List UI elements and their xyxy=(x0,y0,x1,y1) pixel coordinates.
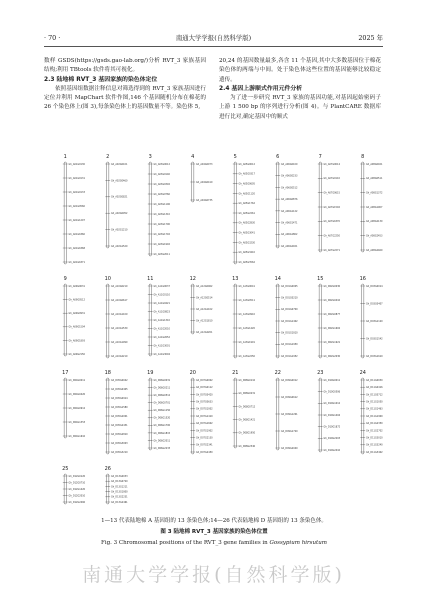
gene-label: Gh_D04G1610 xyxy=(68,434,86,438)
chromosome-number: 18 xyxy=(104,370,111,376)
gene-label: Gh_D06G0031 xyxy=(153,378,171,382)
gene-label: Gh_A11G2010 xyxy=(153,327,170,331)
gene-label: Gh_A13G0041 xyxy=(238,284,255,288)
gene-label: Gh_A03G1702 xyxy=(153,232,170,236)
gene-label: Gh_D01G1950 xyxy=(280,343,298,347)
paragraph: 数样 GSDS(https://gsds.gao-lab.org/)分析 RVT_3 家族基因结构;利用 TBtools 软件将其可视化。 xyxy=(44,58,206,74)
gene-label: Gh_A05G3562 xyxy=(238,260,255,264)
gene-label: Gh_D05G0405 xyxy=(110,387,128,391)
right-column xyxy=(219,57,381,122)
gene-label: Gh_D02G0410 xyxy=(323,298,341,302)
chromosome-bar xyxy=(107,284,109,358)
gene-label: Gh_D02G0877 xyxy=(323,312,341,316)
gene-label: Gh_A08G1372 xyxy=(365,191,383,195)
gene-label: Gh_A05G0012 xyxy=(238,162,255,166)
gene-label: Gh_A07G1870 xyxy=(323,220,340,224)
gene-label: Gh_D10G0506 xyxy=(323,390,341,394)
gene-label: Gh_A08G2130 xyxy=(365,220,383,224)
gene-label: Gh_A10G1990 xyxy=(110,340,128,344)
gene-label: Gh_D13G0720 xyxy=(110,480,128,484)
paragraph: 为了进一步研究 RVT_3 家族的基因功能,对基因起始密码子上游 1 500 bp 的序列进行分析(图 4)。与 PlantCARE 数据库进行比对,确定基因中的顺式 xyxy=(219,95,381,120)
gene-label: Gh_A11G0037 xyxy=(153,284,170,288)
gene-label: Gh_D06G2233 xyxy=(153,446,171,450)
chromosome-number: 14 xyxy=(274,276,281,282)
gene-label: Gh_D06G2011 xyxy=(153,439,171,443)
gene-label: Gh_D06G0512 xyxy=(153,394,171,398)
gene-label: Gh_D06G0211 xyxy=(153,386,171,390)
gene-label: Gh_D13G2461 xyxy=(110,500,128,504)
gene-label: Gh_D08G2340 xyxy=(238,444,256,448)
gene-label: Gh_D07G1902 xyxy=(195,429,213,433)
gene-label: Gh_A05G1120 xyxy=(238,192,255,196)
gene-label: Gh_D11G0416 xyxy=(365,386,383,390)
gene-label: Gh_A03G1700 xyxy=(153,222,170,226)
gene-label: Gh_A11G0110 xyxy=(153,293,170,297)
chromosome-map-figure xyxy=(44,150,384,510)
gene-label: Gh_A06G0100 xyxy=(280,162,298,166)
section-heading: 2.3 陆地棉 RVT_3 基因家族的染色体定位 xyxy=(44,76,158,83)
gene-label: Gh_A03G1902 xyxy=(153,242,170,246)
gene-label: Gh_A05G0605 xyxy=(238,182,255,186)
gene-label: Gh_D03G0014 xyxy=(365,284,383,288)
chromosome-number: 17 xyxy=(62,370,69,376)
gene-label: Gh_D03G1542 xyxy=(365,337,383,341)
gene-label: Gh_D07G1002 xyxy=(195,407,213,411)
gene-label: Gh_D11G0712 xyxy=(365,393,383,397)
chromosome-number: 22 xyxy=(274,370,281,376)
chromosome-number: 26 xyxy=(104,466,111,472)
gene-label: Gh_A02G0952 xyxy=(110,212,128,216)
gene-label: Gh_D11G3402 xyxy=(365,450,383,454)
gene-label: Gh_A06G2021 xyxy=(280,244,298,248)
gene-label: Gh_A03G0392 xyxy=(153,182,170,186)
chromosome-number: 24 xyxy=(359,370,366,376)
gene-label: Gh_A13G1420 xyxy=(238,326,255,330)
gene-label: Gh_A01G0131 xyxy=(68,176,85,180)
gene-label: Gh_D09G0612 xyxy=(280,395,298,399)
chromosome-number: 3 xyxy=(148,154,152,160)
gene-label: Gh_A06G0233 xyxy=(280,174,298,178)
gene-label: Gh_A09G0931 xyxy=(68,312,85,316)
running-header xyxy=(44,33,383,45)
gene-label: Gh_A08G2460 xyxy=(365,248,383,252)
gene-label: Gh_D05G0914 xyxy=(110,396,128,400)
gene-label: Gh_D01G0700 xyxy=(280,308,298,312)
chromosome-number: 7 xyxy=(318,154,322,160)
gene-label: Gh_A05G3041 xyxy=(238,231,255,235)
gene-label: Gh_A02G0460 xyxy=(110,179,128,183)
gene-label: Gh_A06G1802 xyxy=(280,233,298,237)
gene-label: Gh_A07G0110 xyxy=(323,177,340,181)
gene-label: Gh_A03G0140 xyxy=(153,172,170,176)
chromosome-number: 15 xyxy=(317,276,324,282)
chromosome-number: 20 xyxy=(189,370,196,376)
chromosome-bar xyxy=(64,162,66,264)
gene-label: Gh_D01G0210 xyxy=(280,296,298,300)
gene-label: Gh_D07G1602 xyxy=(195,422,213,426)
gene-label: Gh_D05G3003 xyxy=(110,441,128,445)
gene-label: Gh_A12G1810 xyxy=(195,319,213,323)
gene-label: Gh_D10G1872 xyxy=(323,425,341,429)
gene-label: Gh_D13G2231 xyxy=(110,495,128,499)
gene-label: Gh_A04G0410 xyxy=(195,180,213,184)
gene-label: Gh_D01G1810 xyxy=(280,331,298,335)
gene-label: Gh_A11G2652 xyxy=(153,335,170,339)
chromosome-number: 13 xyxy=(232,276,239,282)
gene-label: Gh_D05G3210 xyxy=(110,450,128,454)
chromosome-number: 11 xyxy=(147,276,154,282)
gene-label: Gh_D12G2010 xyxy=(68,494,86,498)
chromosome-number: 16 xyxy=(359,276,366,282)
gene-label: Gh_A11G3001 xyxy=(153,344,170,348)
gene-label: Gh_A07G2271 xyxy=(323,248,340,252)
gene-label: Gh_A09G0512 xyxy=(68,298,85,302)
chromosome-number: 1 xyxy=(63,154,67,160)
gene-label: Gh_D05G0042 xyxy=(110,378,128,382)
gene-label: Gh_D07G0633 xyxy=(195,400,213,404)
gene-label: Gh_A06G1471 xyxy=(280,221,298,225)
paragraph: 依照基因组数据注释信息对筛选得到的 RVT_3 家族基因进行定位并利用 MapChart 软件作图,146 个基因随机分布在棉花的 26 个染色体上(图 3),每条染色体上的基因数量不等。染色体 5, xyxy=(44,85,206,111)
gene-label: Gh_D02G2030 xyxy=(323,354,341,358)
gene-label: Gh_A13G1901 xyxy=(238,340,255,344)
gene-label: Gh_A01G0560 xyxy=(68,204,85,208)
gene-label: Gh_D13G1800 xyxy=(110,490,128,494)
chromosome-number: 8 xyxy=(361,154,365,160)
gene-label: Gh_A08G0021 xyxy=(365,162,383,166)
gene-label: Gh_D10G0011 xyxy=(323,378,341,382)
gene-label: Gh_A02G1520 xyxy=(110,244,128,248)
gene-label: Gh_D11G2350 xyxy=(365,422,383,426)
gene-label: Gh_A03G1310 xyxy=(153,212,170,216)
gene-label: Gh_D03G1610 xyxy=(365,354,383,358)
section-heading: 2.4 基因上游顺式作用元件分析 xyxy=(219,85,303,92)
gene-label: Gh_D08G0110 xyxy=(238,378,256,382)
gene-label: Gh_D02G1602 xyxy=(323,326,341,330)
gene-label: Gh_D05G2810 xyxy=(110,432,128,436)
gene-label: Gh_D11G2702 xyxy=(365,429,383,433)
gene-label: Gh_D08G1421 xyxy=(238,418,256,422)
gene-label: Gh_D08G1950 xyxy=(238,431,256,435)
figure-caption-cn: 图 3 陆地棉 RVT_3 基因家族的染色体位置 xyxy=(160,529,268,535)
journal-title: 南通大学学报(自然科学版) xyxy=(175,34,252,42)
gene-label: Gh_D07G0112 xyxy=(195,386,213,390)
chromosome-bar xyxy=(234,378,236,448)
gene-label: Gh_D13G1211 xyxy=(110,485,128,489)
gene-label: Gh_D12G0120 xyxy=(68,474,86,478)
chromosome-bar xyxy=(107,162,109,248)
gene-label: Gh_D11G0030 xyxy=(365,378,383,382)
gene-label: Gh_D07G2130 xyxy=(195,436,213,440)
gene-label: Gh_A01G1207 xyxy=(68,218,85,222)
chromosome-map xyxy=(44,150,384,510)
gene-label: Gh_A05G0317 xyxy=(238,172,255,176)
gene-label: Gh_A10G1109 xyxy=(110,312,128,316)
paragraph: 20,24 的基因数量最多,各含 11 个基因,其中大多数基因位于棉花染色体的两端与中间。处于染色体这些位置的基因能够比较稳定遗传。 xyxy=(219,58,381,83)
gene-label: Gh_D13G0033 xyxy=(110,474,128,478)
gene-label: Gh_A10G1530 xyxy=(110,326,128,330)
species-name: Gossypium hirsutum xyxy=(269,540,327,546)
chromosome-number: 19 xyxy=(147,370,154,376)
gene-label: Gh_A02G1210 xyxy=(110,228,128,232)
chromosome-bar xyxy=(107,474,109,504)
chromosome-bar xyxy=(149,162,151,256)
gene-label: Gh_A12G1102 xyxy=(195,307,213,311)
gene-label: Gh_A12G0514 xyxy=(195,296,213,300)
gene-label: Gh_A11G0823 xyxy=(153,310,170,314)
gene-label: Gh_A09G2150 xyxy=(68,352,85,356)
page-number: · 70 · xyxy=(44,34,61,42)
gene-label: Gh_D11G3010 xyxy=(365,436,383,440)
chromosome-bar xyxy=(64,284,66,356)
gene-label: Gh_A11G1310 xyxy=(153,318,170,322)
gene-label: Gh_D09G1201 xyxy=(280,412,298,416)
chromosome-bar xyxy=(149,378,151,450)
gene-label: Gh_D10G2203 xyxy=(323,437,341,441)
gene-label: Gh_D04G0912 xyxy=(68,406,86,410)
gene-label: Gh_A07G0615 xyxy=(323,191,340,195)
gene-label: Gh_D08G0712 xyxy=(238,405,256,409)
gene-label: Gh_D10G2410 xyxy=(323,448,341,452)
gene-label: Gh_D10G1404 xyxy=(323,413,341,417)
gene-label: Gh_D05G2001 xyxy=(110,414,128,418)
gene-label: Gh_D04G1353 xyxy=(68,420,86,424)
gene-label: Gh_A06G0512 xyxy=(280,186,298,190)
gene-label: Gh_A07G2250 xyxy=(323,234,340,238)
figure-note: 1—13 代表陆地棉 A 基因组的 13 条染色体;14—26 代表陆地棉 D 基因组的 13 条染色体。 xyxy=(101,518,327,524)
gene-label: Gh_A03G0012 xyxy=(153,162,170,166)
gene-label: Gh_A03G0760 xyxy=(153,192,170,196)
gene-label: Gh_A07G1502 xyxy=(323,205,340,209)
gene-label: Gh_A08G1907 xyxy=(365,205,383,209)
gene-label: Gh_D01G1952 xyxy=(280,354,298,358)
gene-label: Gh_D11G1463 xyxy=(365,407,383,411)
gene-label: Gh_D06G1520 xyxy=(153,416,171,420)
gene-label: Gh_D07G0002 xyxy=(195,378,213,382)
gene-label: Gh_D06G1700 xyxy=(153,424,171,428)
gene-label: Gh_A01G0130 xyxy=(68,162,85,166)
header-rule xyxy=(44,46,383,47)
gene-label: Gh_A11G0421 xyxy=(153,301,170,305)
gene-label: Gh_A10G0210 xyxy=(110,284,128,288)
gene-label: Gh_A07G0014 xyxy=(323,162,340,166)
gene-label: Gh_D05G2431 xyxy=(110,423,128,427)
gene-label: Gh_D06G1150 xyxy=(153,409,171,413)
gene-label: Gh_A12G2201 xyxy=(195,330,213,334)
gene-label: Gh_D09G1720 xyxy=(280,429,298,433)
gene-label: Gh_D08G0231 xyxy=(238,392,256,396)
gene-label: Gh_A10G2210 xyxy=(110,354,128,358)
gene-label: Gh_D01G0005 xyxy=(280,284,298,288)
gene-label: Gh_D12G1420 xyxy=(68,487,86,491)
gene-label: Gh_A13G0910 xyxy=(238,312,255,316)
gene-label: Gh_D02G1921 xyxy=(323,340,341,344)
chromosome-number: 5 xyxy=(233,154,237,160)
gene-label: Gh_D04G0420 xyxy=(68,392,86,396)
gene-label: Gh_A05G2830 xyxy=(238,221,255,225)
gene-label: Gh_A08G2453 xyxy=(365,234,383,238)
gene-label: Gh_A04G0735 xyxy=(195,198,213,202)
chromosome-number: 25 xyxy=(62,466,69,472)
gene-label: Gh_D06G1815 xyxy=(153,431,171,435)
publication-year: 2025 年 xyxy=(358,34,383,42)
gene-label: Gh_A01G0133 xyxy=(68,190,85,194)
caption-en-text: Fig. 3 Chromosomal positions of the RVT_3 gene families in xyxy=(101,540,270,546)
gene-label: Gh_D02G0030 xyxy=(323,284,341,288)
gene-label: Gh_D07G2341 xyxy=(195,443,213,447)
chromosome-bar xyxy=(277,162,279,248)
gene-label: Gh_A11G3004 xyxy=(153,352,170,356)
gene-label: Gh_A01G1871 xyxy=(68,260,85,264)
gene-label: Gh_D09G2040 xyxy=(280,446,298,450)
figure-caption-en xyxy=(44,539,384,548)
chromosome-number: 9 xyxy=(63,276,67,282)
gene-label: Gh_A09G1504 xyxy=(68,325,85,329)
gene-label: Gh_D01G1402 xyxy=(280,319,298,323)
chromosome-bar xyxy=(234,284,236,358)
gene-label: Gh_A02G0821 xyxy=(110,195,128,199)
chromosome-number: 10 xyxy=(104,276,111,282)
gene-label: Gh_A06G1122 xyxy=(280,209,298,213)
gene-label: Gh_D11G3240 xyxy=(365,443,383,447)
gene-label: Gh_D09G0012 xyxy=(280,378,298,382)
gene-label: Gh_A01G1860 xyxy=(68,232,85,236)
chromosome-number: 21 xyxy=(232,370,239,376)
gene-label: Gh_D11G1900 xyxy=(365,414,383,418)
chromosome-number: 2 xyxy=(106,154,110,160)
gene-label: Gh_A13G0511 xyxy=(238,298,255,302)
gene-label: Gh_A04G0073 xyxy=(195,162,213,166)
left-column xyxy=(44,57,206,113)
gene-label: Gh_A09G0031 xyxy=(68,284,85,288)
gene-label: Gh_A01G1868 xyxy=(68,246,85,250)
gene-label: Gh_A06G0876 xyxy=(280,198,298,202)
chromosome-bar xyxy=(319,284,321,358)
journal-watermark: 南通大学学报(自然科学版) xyxy=(82,564,345,586)
gene-label: Gh_D06G0701 xyxy=(153,401,171,405)
chromosome-number: 12 xyxy=(189,276,196,282)
chromosome-number: 4 xyxy=(191,154,195,160)
gene-label: Gh_D07G2450 xyxy=(195,450,213,454)
gene-label: Gh_D07G1410 xyxy=(195,414,213,418)
gene-label: Gh_A09G1893 xyxy=(68,339,85,343)
gene-label: Gh_A05G1762 xyxy=(238,202,255,206)
gene-label: Gh_A02G0101 xyxy=(110,162,128,166)
gene-label: Gh_A03G2011 xyxy=(153,252,170,256)
gene-label: Gh_A12G0062 xyxy=(195,284,213,288)
gene-label: Gh_D10G1012 xyxy=(323,402,341,406)
gene-label: Gh_D03G1120 xyxy=(365,319,383,323)
gene-label: Gh_A05G3230 xyxy=(238,241,255,245)
gene-label: Gh_D12G0710 xyxy=(68,481,86,485)
gene-label: Gh_D11G1050 xyxy=(365,400,383,404)
gene-label: Gh_D03G0407 xyxy=(365,302,383,306)
gene-label: Gh_A05G2261 xyxy=(238,211,255,215)
gene-label: Gh_D04G0011 xyxy=(68,378,86,382)
gene-label: Gh_D07G0420 xyxy=(195,393,213,397)
gene-label: Gh_A08G0511 xyxy=(365,177,383,181)
gene-label: Gh_A05G3410 xyxy=(238,251,255,255)
gene-label: Gh_A03G1106 xyxy=(153,202,170,206)
chromosome-number: 6 xyxy=(276,154,280,160)
chromosome-number: 23 xyxy=(317,370,324,376)
gene-label: Gh_A10G0617 xyxy=(110,298,128,302)
gene-label: Gh_D05G1580 xyxy=(110,405,128,409)
gene-label: Gh_A13G2250 xyxy=(238,354,255,358)
gene-label: Gh_D12G2460 xyxy=(68,500,86,504)
